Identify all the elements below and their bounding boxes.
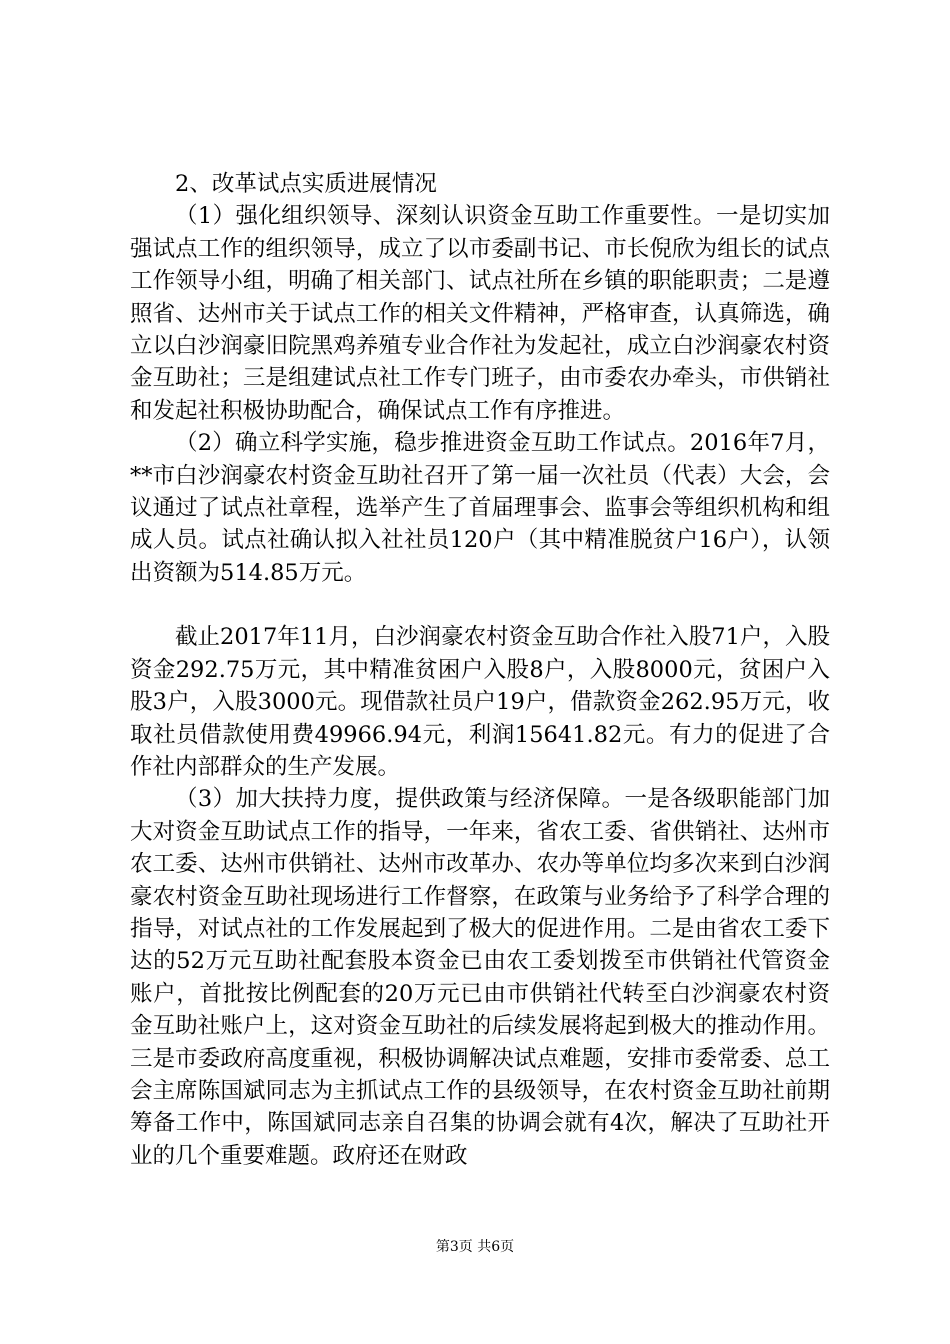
paragraph-spacer (130, 589, 830, 621)
document-body (130, 168, 830, 1172)
paragraph-organization: （1）强化组织领导、深刻认识资金互助工作重要性。一是切实加强试点工作的组织领导，成立了以市委副书记、市长倪欣为组长的试点工作领导小组，明确了相关部门、试点社所在乡镇的职能职责；二是遵照省、达州市关于试点工作的相关文件精神，严格审查，认真筛选，确立以白沙润豪旧院黑鸡养殖专业合作社为发起社，成立白沙润豪农村资金互助社；三是组建试点社工作专门班子，由市委农办牵头，市供销社和发起社积极协助配合，确保试点工作有序推进。 (130, 203, 830, 424)
section-heading: 2、改革试点实质进展情况 (175, 171, 437, 197)
paragraph-statistics: 截止2017年11月，白沙润豪农村资金互助合作社入股71户，入股资金292.75万元，其中精准贫困户入股8户，入股8000元，贫困户入股3户，入股3000元。现借款社员户19户，借款资金262.95万元，收取社员借款使用费49966.94元，利润15641.82元。有力的促进了合作社内部群众的生产发展。 (130, 624, 830, 780)
page-number: 第3页 共6页 (435, 1239, 515, 1255)
paragraph-support: （3）加大扶持力度，提供政策与经济保障。一是各级职能部门加大对资金互助试点工作的指导，一年来，省农工委、省供销社、达州市农工委、达州市供销社、达州市改革办、农办等单位均多次来到白沙润豪农村资金互助社现场进行工作督察，在政策与业务给予了科学合理的指导，对试点社的工作发展起到了极大的促进作用。二是由省农工委下达的52万元互助社配套股本资金已由农工委划拨至市供销社代管资金账户，首批按比例配套的20万元已由市供销社代转至白沙润豪农村资金互助社账户上，这对资金互助社的后续发展将起到极大的推动作用。三是市委政府高度重视，积极协调解决试点难题，安排市委常委、总工会主席陈国斌同志为主抓试点工作的县级领导，在农村资金互助社前期筹备工作中，陈国斌同志亲自召集的协调会就有4次，解决了互助社开业的几个重要难题。政府还在财政 (130, 786, 830, 1169)
paragraph-implementation: （2）确立科学实施，稳步推进资金互助工作试点。2016年7月，**市白沙润豪农村资金互助社召开了第一届一次社员（代表）大会，会议通过了试点社章程，选举产生了首届理事会、监事会等组织机构和组成人员。试点社确认拟入社社员120户（其中精准脱贫户16户），认领出资额为514.85万元。 (130, 430, 830, 586)
